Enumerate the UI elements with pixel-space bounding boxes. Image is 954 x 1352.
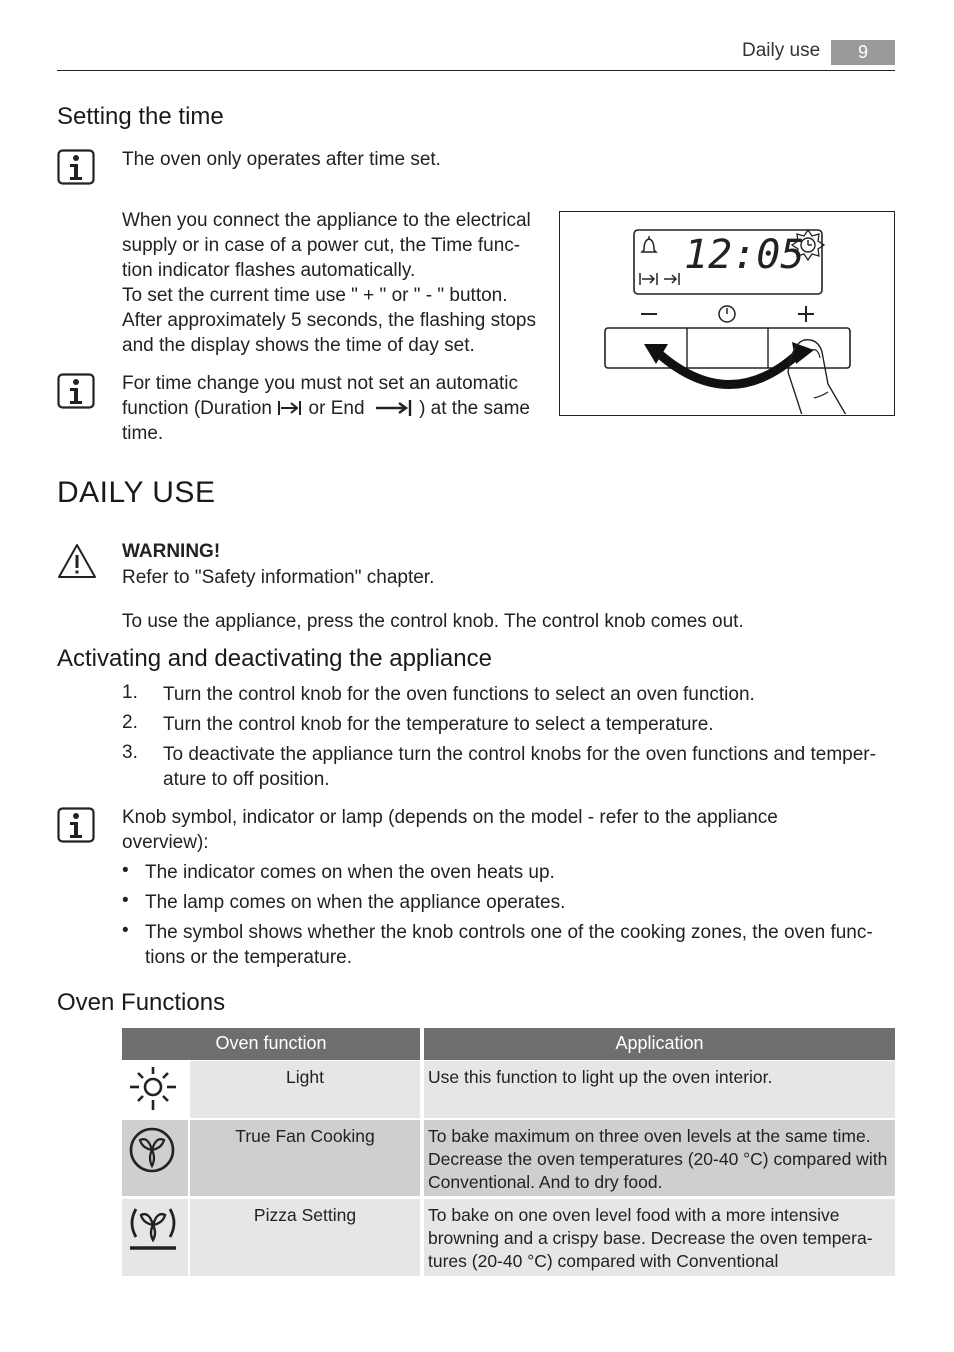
pizza-fan-icon xyxy=(126,1203,180,1255)
step-line: Turn the control knob for the temperature to select a temperature. xyxy=(163,714,714,735)
info-icon xyxy=(57,149,95,185)
step-number: 1. xyxy=(122,682,138,703)
table-header-function: Oven function xyxy=(122,1028,420,1060)
bullet-text xyxy=(145,860,885,885)
oven-functions-heading: Oven Functions xyxy=(57,989,226,1016)
application-line: Decrease the oven temperatures (20-40 °C) compared with xyxy=(428,1149,888,1169)
time-note-2-line: time. xyxy=(122,423,164,444)
duration-text: function (Duration xyxy=(122,398,272,419)
knob-note xyxy=(122,805,892,855)
page-number: 9 xyxy=(831,40,895,65)
time-paragraph xyxy=(122,208,552,358)
table-header-application: Application xyxy=(424,1028,895,1060)
knob-note-line: Knob symbol, indicator or lamp (depends on the model - refer to the appliance xyxy=(122,807,778,828)
function-name: Light xyxy=(286,1067,324,1087)
time-paragraph-line: To set the current time use " + " or " - " button. xyxy=(122,285,508,306)
info-icon xyxy=(57,807,95,843)
bullet-line: tions or the temperature. xyxy=(145,947,352,968)
knob-note-line: overview): xyxy=(122,832,209,853)
function-name: Pizza Setting xyxy=(253,1205,357,1225)
plus-symbol xyxy=(798,306,814,322)
time-paragraph-line: When you connect the appliance to the electrical xyxy=(122,210,531,231)
end-text: or End xyxy=(308,398,365,419)
header-rule xyxy=(57,70,895,71)
time-paragraph-line: supply or in case of a power cut, the Time func- xyxy=(122,235,521,256)
oven-functions-table xyxy=(122,1028,895,1276)
bullet-line: The lamp comes on when the appliance operates. xyxy=(145,892,566,913)
clock-panel-illustration xyxy=(559,211,895,416)
step-number: 3. xyxy=(122,742,138,763)
table-row xyxy=(122,1199,895,1276)
warning-text: Refer to "Safety information" chapter. xyxy=(122,567,435,588)
step-line: Turn the control knob for the oven functions to select an oven function. xyxy=(163,684,755,705)
bullet-dot: • xyxy=(122,920,129,941)
light-bulb-icon xyxy=(126,1065,180,1115)
step-number: 2. xyxy=(122,712,138,733)
fan-icon xyxy=(128,1126,176,1174)
bullet-text xyxy=(145,920,885,970)
time-paragraph-line: After approximately 5 seconds, the flashing stops xyxy=(122,310,537,331)
application-line: To bake on one oven level food with a more intensive xyxy=(428,1205,840,1225)
bullet-line: The indicator comes on when the oven heats up. xyxy=(145,862,555,883)
bullet-line: The symbol shows whether the knob controls one of the cooking zones, the oven func- xyxy=(145,922,873,943)
daily-use-intro: To use the appliance, press the control knob. The control knob comes out. xyxy=(122,611,744,632)
step-line: To deactivate the appliance turn the control knobs for the oven functions and temper- xyxy=(163,744,876,765)
end-icon xyxy=(370,399,414,417)
clock-button-icon xyxy=(719,306,735,322)
bullet-text xyxy=(145,890,885,915)
application-line: Conventional. And to dry food. xyxy=(428,1172,663,1192)
display-time: 12:05 xyxy=(684,232,805,278)
same-time-text: ) at the same xyxy=(419,398,530,419)
daily-use-heading: DAILY USE xyxy=(57,476,216,509)
button-bar xyxy=(605,328,850,368)
time-note-1: The oven only operates after time set. xyxy=(122,149,441,170)
warning-title: WARNING! xyxy=(122,541,221,562)
function-application xyxy=(428,1066,888,1089)
step-text xyxy=(163,712,898,737)
time-note-2 xyxy=(122,371,552,446)
bullet-dot: • xyxy=(122,860,129,881)
activating-heading: Activating and deactivating the appliance xyxy=(57,645,492,672)
table-row xyxy=(122,1061,895,1118)
application-line: tures (20-40 °C) compared with Conventional xyxy=(428,1251,779,1271)
clock-panel-drawing xyxy=(560,212,893,414)
step-line: ature to off position. xyxy=(163,769,330,790)
time-note-2-line xyxy=(122,396,552,421)
application-line: To bake maximum on three oven levels at the same time. xyxy=(428,1126,871,1146)
time-paragraph-line: and the display shows the time of day set. xyxy=(122,335,475,356)
setting-time-heading: Setting the time xyxy=(57,103,224,130)
time-note-2-line: For time change you must not set an automatic xyxy=(122,373,519,394)
step-text xyxy=(163,682,898,707)
info-icon xyxy=(57,373,95,409)
function-application xyxy=(428,1125,893,1194)
warning-icon xyxy=(57,543,97,579)
function-application xyxy=(428,1204,893,1273)
running-header-section: Daily use xyxy=(742,40,821,61)
table-row xyxy=(122,1120,895,1196)
time-paragraph-line: tion indicator flashes automatically. xyxy=(122,260,416,281)
function-name: True Fan Cooking xyxy=(235,1126,375,1146)
application-line: browning and a crispy base. Decrease the oven tempera- xyxy=(428,1228,873,1248)
duration-icon xyxy=(277,399,303,417)
step-text xyxy=(163,742,898,792)
application-line: Use this function to light up the oven interior. xyxy=(428,1067,773,1087)
bullet-dot: • xyxy=(122,890,129,911)
